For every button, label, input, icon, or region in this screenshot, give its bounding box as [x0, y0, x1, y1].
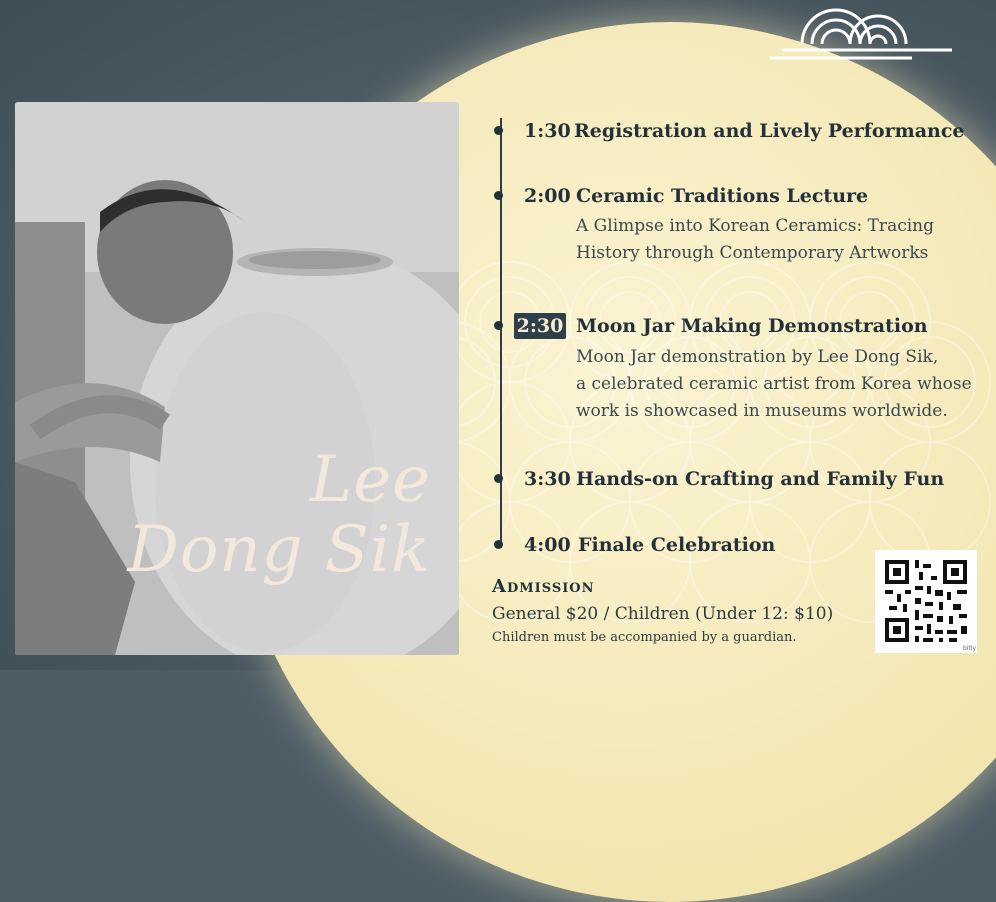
- qr-code-icon: [875, 550, 977, 653]
- admission-note: Children must be accompanied by a guardian.: [492, 630, 797, 645]
- schedule-time: 1:30: [524, 120, 571, 142]
- schedule-title: Hands-on Crafting and Family Fun: [576, 468, 945, 490]
- schedule-desc-line: History through Contemporary Artworks: [576, 243, 929, 263]
- schedule-time: 3:30: [524, 468, 571, 490]
- schedule-desc-line: Moon Jar demonstration by Lee Dong Sik,: [576, 347, 939, 367]
- schedule-title: Registration and Lively Performance: [574, 120, 965, 142]
- schedule-desc-line: work is showcased in museums worldwide.: [576, 401, 948, 421]
- qr-caption: bitly: [963, 645, 977, 652]
- schedule-title: Finale Celebration: [578, 534, 776, 556]
- artist-name-line2: Dong Sik: [127, 513, 431, 587]
- artist-photo: [15, 102, 459, 655]
- schedule-title: Moon Jar Making Demonstration: [576, 315, 928, 337]
- schedule-title: Ceramic Traditions Lecture: [576, 185, 869, 207]
- admission-title: Admission: [492, 576, 595, 597]
- admission-prices: General $20 / Children (Under 12: $10): [492, 604, 834, 624]
- qr-code[interactable]: [875, 550, 977, 653]
- timeline-dot: [494, 321, 503, 330]
- timeline-line: [500, 118, 502, 548]
- timeline-dot: [494, 540, 503, 549]
- schedule-desc-line: A Glimpse into Korean Ceramics: Tracing: [576, 216, 934, 236]
- timeline-dot: [494, 191, 503, 200]
- schedule-desc-line: a celebrated ceramic artist from Korea whose: [576, 374, 972, 394]
- timeline-dot: [494, 474, 503, 483]
- schedule-time: 2:00: [524, 185, 571, 207]
- schedule-time-highlight: 2:30: [514, 313, 566, 339]
- timeline-dot: [494, 126, 503, 135]
- schedule-time: 4:00: [524, 534, 571, 556]
- artist-name: [128, 445, 431, 585]
- wave-logo-icon: [762, 2, 962, 68]
- artist-name-line1: Lee: [309, 443, 431, 517]
